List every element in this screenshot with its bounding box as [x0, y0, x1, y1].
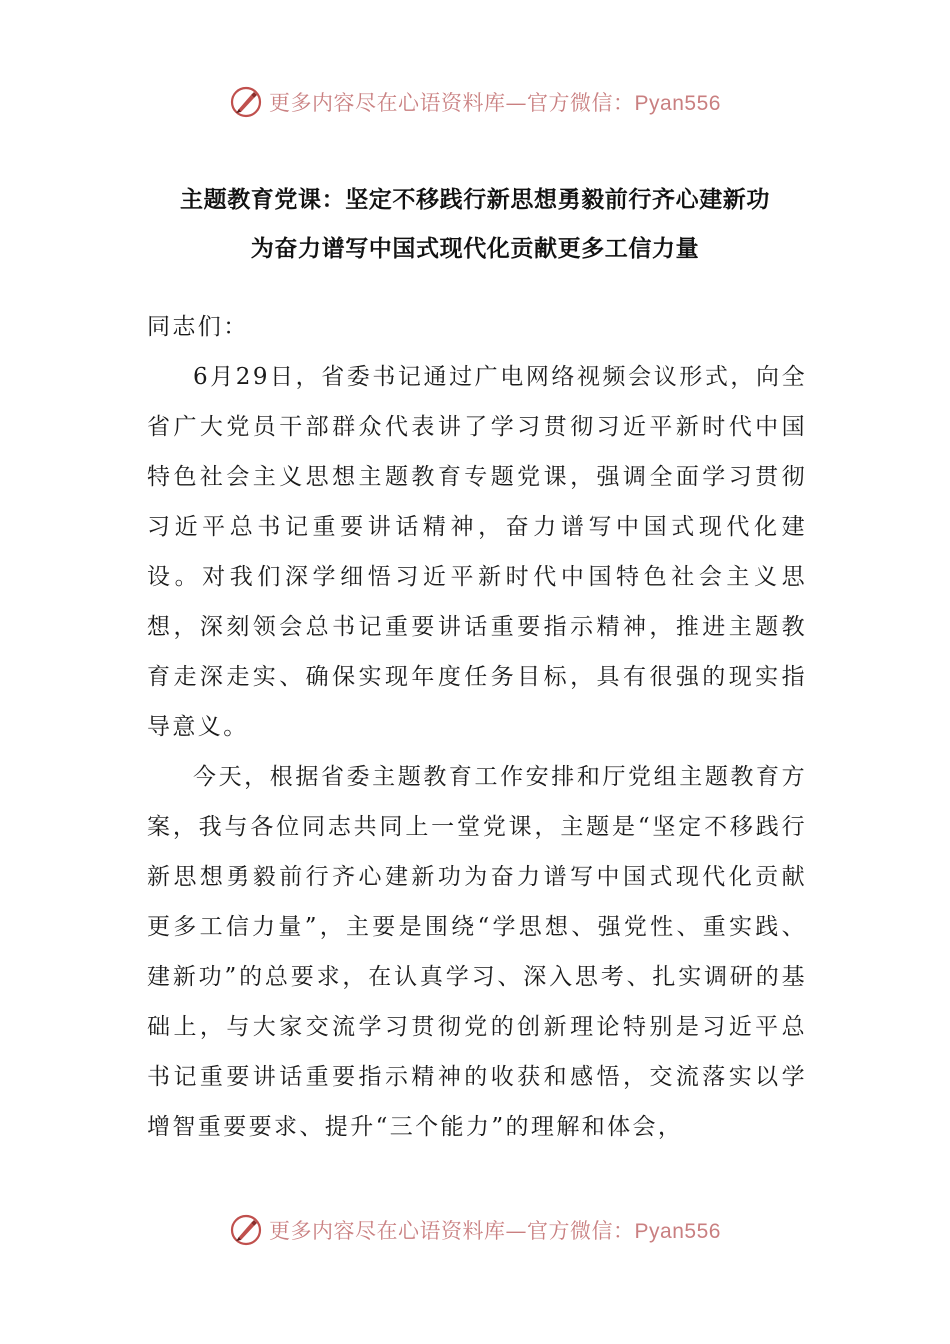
header-watermark: [0, 80, 950, 124]
wechat-id: Pyan556: [634, 1220, 721, 1243]
paragraph-1: 6月29日，省委书记通过广电网络视频会议形式，向全省广大党员干部群众代表讲了学习贯彻习近平新时代中国特色社会主义思想主题教育专题党课，强调全面学习贯彻习近平总书记重要讲话精神，奋力谱写中国式现代化建设。对我们深学细悟习近平新时代中国特色社会主义思想，深刻领会总书记重要讲话重要指示精神，推进主题教育走深走实、确保实现年度任务目标，具有很强的现实指导意义。: [147, 364, 807, 740]
pen-logo-icon: [229, 85, 263, 119]
document-title-line-1: 主题教育党课：坚定不移践行新思想勇毅前行齐心建新功: [180, 187, 770, 213]
wechat-id: Pyan556: [634, 92, 721, 115]
footer-watermark: [0, 1208, 950, 1252]
paragraph-2: 今天，根据省委主题教育工作安排和厅党组主题教育方案，我与各位同志共同上一堂党课，主题是“坚定不移践行新思想勇毅前行齐心建新功为奋力谱写中国式现代化贡献更多工信力量”，主要是围绕“学思想、强党性、重实践、建新功”的总要求，在认真学习、深入思考、扎实调研的基础上，与大家交流学习贯彻党的创新理论特别是习近平总书记重要讲话重要指示精神的收获和感悟，交流落实以学增智重要要求、提升“三个能力”的理解和体会，: [147, 764, 807, 1140]
salutation: 同志们：: [147, 314, 249, 340]
document-body: [147, 302, 807, 1152]
watermark-text: 更多内容尽在心语资料库—官方微信：: [269, 1219, 635, 1243]
document-title-line-2: 为奋力谱写中国式现代化贡献更多工信力量: [250, 236, 700, 262]
pen-logo-icon: [229, 1213, 263, 1247]
watermark-text: 更多内容尽在心语资料库—官方微信：: [269, 91, 635, 115]
